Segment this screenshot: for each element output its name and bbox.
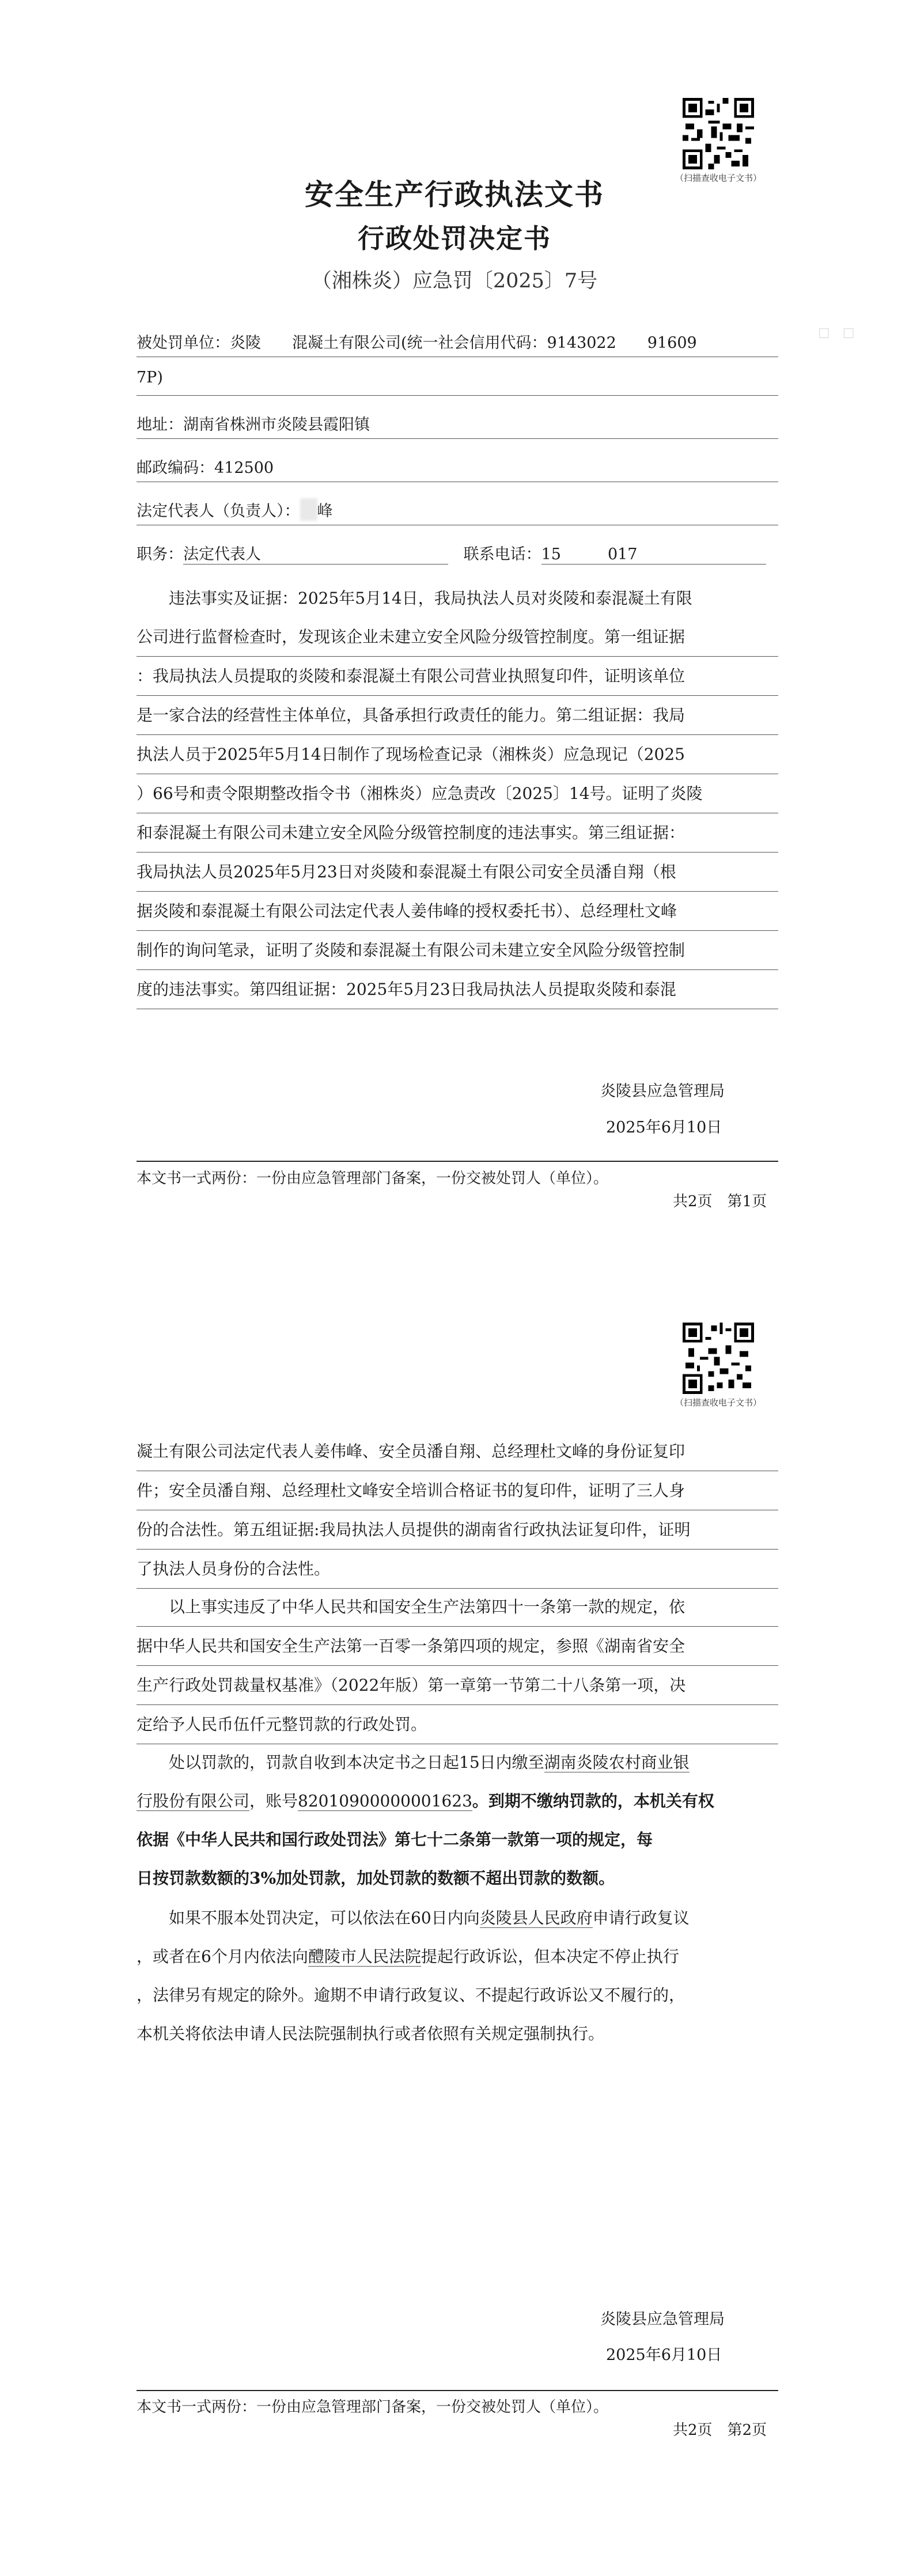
phone-value: 15 017	[541, 541, 766, 565]
issue-date: 2025年6月10日	[606, 1119, 722, 1137]
footer-note: 本文书一式两份：一份由应急管理部门备案，一份交被处罚人（单位）。	[137, 2399, 609, 2416]
penalized-unit-row	[137, 330, 778, 357]
basis-line: 以上事实违反了中华人民共和国安全生产法第四十一条第一款的规定，依	[137, 1588, 778, 1627]
account-label: ，账号	[249, 1791, 298, 1810]
facts-line: 执法人员于2025年5月14日制作了现场检查记录（湘株炎）应急现记（2025	[137, 735, 778, 774]
qr-code-icon[interactable]	[683, 1323, 754, 1394]
facts-line: 度的违法事实。第四组证据：2025年5月23日我局执法人员提取炎陵和泰混	[137, 970, 778, 1009]
appeal-line-2	[137, 1937, 778, 1976]
payment-warning: 。到期不缴纳罚款的，本机关有权	[472, 1791, 714, 1810]
address-row	[137, 412, 778, 439]
penalized-unit-label: 被处罚单位：	[137, 334, 230, 352]
address-label: 地址：	[137, 416, 183, 434]
facts-line: 和泰混凝土有限公司未建立安全风险分级管控制度的违法事实。第三组证据：	[137, 813, 778, 853]
phone-label: 联系电话：	[463, 545, 541, 563]
review-authority: 炎陵县人民政府	[479, 1908, 593, 1927]
footer-note: 本文书一式两份：一份由应急管理部门备案，一份交被处罚人（单位）。	[137, 1170, 609, 1187]
evidence-continued-text	[137, 1432, 778, 1589]
legal-rep-value: 峰	[317, 502, 333, 520]
violation-facts-text	[137, 579, 778, 1009]
position-value: 法定代表人	[183, 541, 448, 565]
payment-line-3: 依据《中华人民共和国行政处罚法》第七十二条第一款第一项的规定，每	[137, 1830, 653, 1849]
account-number: 82010900000001623	[298, 1791, 472, 1810]
appeal-line-4: 本机关将依法申请人民法院强制执行或者依照有关规定强制执行。	[137, 2024, 605, 2043]
facts-line: ）66号和责令限期整改指令书（湘株炎）应急责改〔2025〕14号。证明了炎陵	[137, 774, 778, 813]
payment-text	[137, 1743, 778, 1897]
document-page-2	[0, 1288, 909, 2576]
facts-line: 据炎陵和泰混凝土有限公司法定代表人姜伟峰的授权委托书）、总经理杜文峰	[137, 892, 778, 931]
legal-rep-row	[137, 498, 778, 525]
issuing-authority: 炎陵县应急管理局	[600, 1082, 725, 1100]
appeal-text-part: 提起行政诉讼，但本决定不停止执行	[421, 1947, 679, 1966]
penalized-unit-value: 炎陵 混凝土有限公司(统一社会信用代码：9143022 91609	[230, 334, 697, 352]
evidence-line: 凝土有限公司法定代表人姜伟峰、安全员潘自翔、总经理杜文峰的身份证复印	[137, 1432, 778, 1471]
position-label: 职务：	[137, 545, 183, 563]
legal-rep-label: 法定代表人（负责人）：	[137, 502, 300, 520]
facts-line: 违法事实及证据：2025年5月14日，我局执法人员对炎陵和泰混凝土有限	[137, 589, 692, 608]
footer-divider	[137, 2390, 778, 2391]
document-title: 行政处罚决定书	[358, 223, 551, 254]
address-value: 湖南省株洲市炎陵县霞阳镇	[183, 416, 370, 434]
qr-code-caption: （扫描查收电子文书）	[675, 1397, 762, 1408]
page-number: 共2页 第1页	[673, 1193, 767, 1210]
document-number: （湘株炎）应急罚〔2025〕7号	[311, 270, 598, 293]
facts-line: ：我局执法人员提取的炎陵和泰混凝土有限公司营业执照复印件，证明该单位	[137, 657, 778, 696]
appeal-text-part: ，或者在6个月内依法向	[137, 1947, 308, 1966]
facts-line: 是一家合法的经营性主体单位，具备承担行政责任的能力。第二组证据：我局	[137, 696, 778, 735]
appeal-line-1	[137, 1899, 778, 1937]
postcode-value: 412500	[214, 459, 274, 477]
facts-line: 制作的询问笔录，证明了炎陵和泰混凝土有限公司未建立安全风险分级管控制	[137, 931, 778, 970]
court-name: 醴陵市人民法院	[308, 1947, 421, 1966]
faint-mark: □ □	[818, 325, 855, 340]
penalized-unit-row-cont	[137, 369, 778, 396]
issuing-authority: 炎陵县应急管理局	[600, 2310, 725, 2328]
qr-code-icon[interactable]	[683, 98, 754, 169]
basis-line: 生产行政处罚裁量权基准》（2022年版）第一章第一节第二十八条第一项，决	[137, 1666, 778, 1705]
evidence-line: 份的合法性。第五组证据:我局执法人员提供的湖南省行政执法证复印件，证明	[137, 1510, 778, 1550]
postcode-label: 邮政编码：	[137, 459, 214, 477]
footer-divider	[137, 1161, 778, 1162]
facts-line: 我局执法人员2025年5月23日对炎陵和泰混凝土有限公司安全员潘自翔（根	[137, 853, 778, 892]
page-number: 共2页 第2页	[673, 2422, 767, 2439]
evidence-line: 件；安全员潘自翔、总经理杜文峰安全培训合格证书的复印件，证明了三人身	[137, 1471, 778, 1510]
appeal-text-part: 申请行政复议	[592, 1908, 690, 1927]
payment-line-4: 日按罚款数额的3%加处罚款，加处罚款的数额不超出罚款的数额。	[137, 1869, 615, 1888]
legal-basis-text	[137, 1588, 778, 1744]
basis-line: 据中华人民共和国安全生产法第一百零一条第四项的规定，参照《湖南省安全	[137, 1627, 778, 1666]
redaction	[300, 498, 317, 521]
bank-name-cont: 行股份有限公司	[137, 1791, 250, 1810]
payment-line-2	[137, 1782, 778, 1820]
postcode-row	[137, 455, 778, 482]
qr-code-caption: （扫描查收电子文书）	[675, 173, 762, 183]
appeal-text	[137, 1899, 778, 2053]
issue-date: 2025年6月10日	[606, 2346, 722, 2364]
document-series-title: 安全生产行政执法文书	[305, 177, 604, 211]
basis-line: 定给予人民币伍仟元整罚款的行政处罚。	[137, 1705, 778, 1744]
facts-line: 公司进行监督检查时，发现该企业未建立安全风险分级管控制度。第一组证据	[137, 618, 778, 657]
position-phone-row	[137, 541, 778, 568]
appeal-text-part: 如果不服本处罚决定，可以依法在60日内向	[137, 1908, 480, 1927]
evidence-line: 了执法人员身份的合法性。	[137, 1550, 778, 1589]
bank-name: 湖南炎陵农村商业银	[544, 1753, 690, 1772]
penalized-unit-value-cont: 7P)	[137, 369, 163, 387]
payment-text-part: 处以罚款的，罚款自收到本决定书之日起15日内缴至	[137, 1753, 544, 1772]
appeal-line-3: ，法律另有规定的除外。逾期不申请行政复议、不提起行政诉讼又不履行的，	[137, 1986, 685, 2005]
payment-line-1	[137, 1743, 778, 1782]
